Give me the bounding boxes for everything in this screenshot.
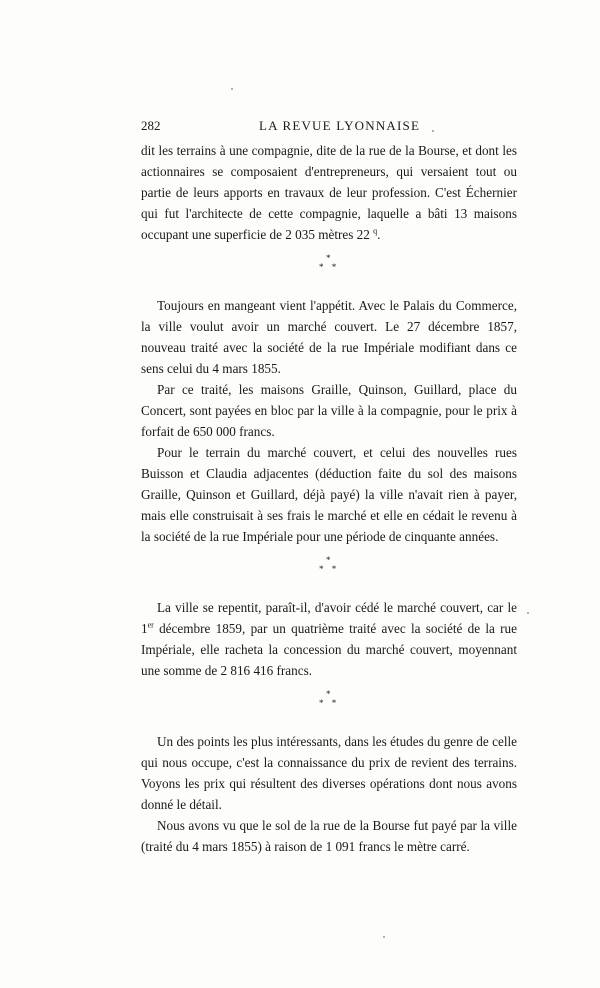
paper-speck (383, 936, 385, 938)
paragraph: Par ce traité, les maisons Graille, Quinson, Guillard, place du Concert, sont payées en bloc par la ville à la compagnie, pour le prix à forfait de 650 000 francs. (141, 382, 517, 439)
section-separator (141, 686, 517, 716)
paragraph: Toujours en mangeant vient l'appétit. Avec le Palais du Commerce, la ville voulut avoir un marché couvert. Le 27 décembre 1857, nouveau traité avec la société de la rue Impériale modifiant dans ce sens celui du 4 mars 1855. (141, 298, 517, 376)
paper-speck (231, 88, 233, 90)
section-separator (141, 250, 517, 280)
asterism-top: * (326, 555, 331, 565)
asterism-top: * (326, 689, 331, 699)
page-number: 282 (141, 118, 161, 133)
asterism-bottom: * * (319, 262, 340, 272)
asterism-bottom: * * (319, 564, 340, 574)
paragraph: La ville se repentit, paraît-il, d'avoir cédé le marché couvert, car le 1er décembre 1859, par un quatrième traité avec la société de la rue Impériale, elle racheta la concession du marché couvert, moyennant une somme de 2 816 416 francs. (141, 600, 517, 678)
paragraph: Nous avons vu que le sol de la rue de la Bourse fut payé par la ville (traité du 4 mars 1855) à raison de 1 091 francs le mètre carré. (141, 818, 517, 854)
page-body (141, 140, 517, 857)
paragraph: Pour le terrain du marché couvert, et celui des nouvelles rues Buisson et Claudia adjacentes (déduction faite du sol des maisons Graille, Quinson et Guillard, déjà payé) la ville n'avait rien à payer, mais elle construisait à ses frais le marché et elle en cédait le revenu à la société de la rue Impériale pour une période de cinquante années. (141, 445, 517, 544)
paragraph: Un des points les plus intéressants, dans les études du genre de celle qui nous occupe, c'est la connaissance du prix de revient des terrains. Voyons les prix qui résultent des diverses opérations dont nous avons donné le détail. (141, 734, 517, 812)
running-title: LA REVUE LYONNAISE (259, 118, 421, 133)
paragraph: dit les terrains à une compagnie, dite de la rue de la Bourse, et dont les actionnaires se composaient d'entrepreneurs, qui versaient tout ou partie de leurs apports en travaux de leur profession. C'est Échernier qui fut l'architecte de cette compagnie, laquelle a bâti 13 maisons occupant une superficie de 2 035 mètres 22 $^q$. (141, 143, 517, 242)
superscript: er (147, 620, 154, 630)
running-header (141, 118, 517, 138)
asterism-top: * (326, 253, 331, 263)
paper-speck (527, 612, 529, 614)
superscript: q (373, 226, 378, 236)
asterism-bottom: * * (319, 698, 340, 708)
section-separator (141, 552, 517, 582)
